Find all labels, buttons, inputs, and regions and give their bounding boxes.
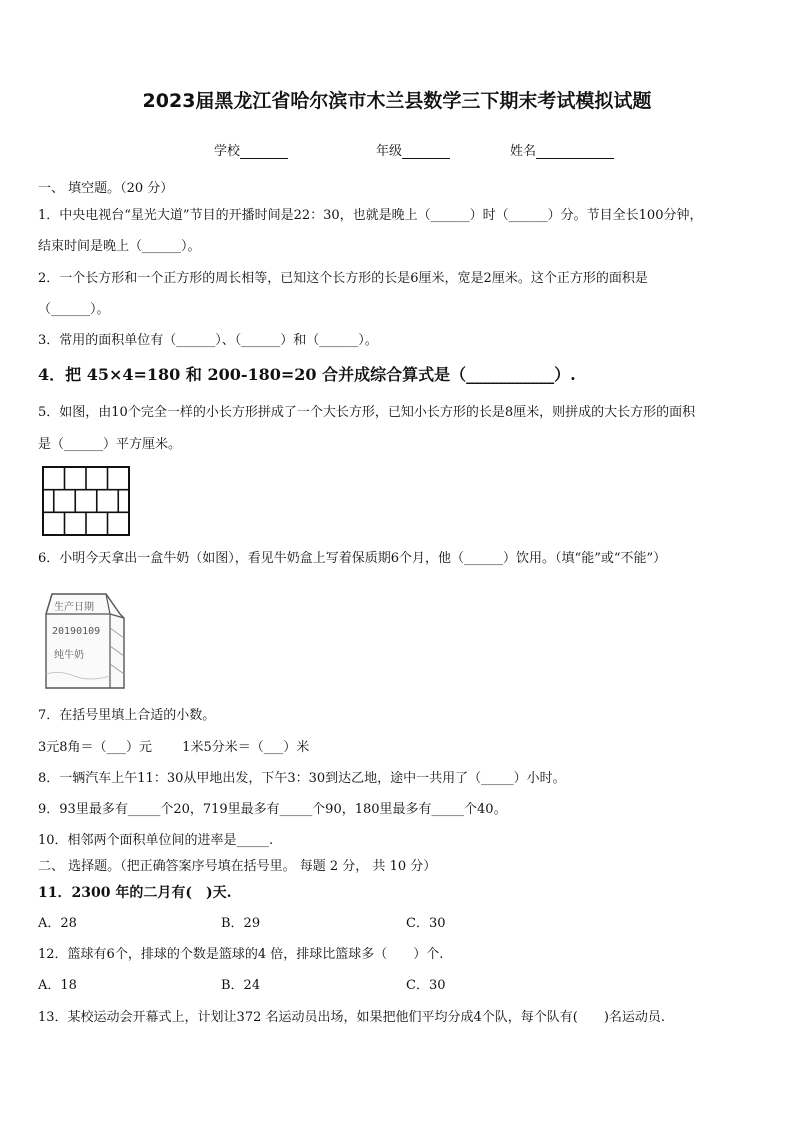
question-12-option-c[interactable]: C．30: [406, 978, 446, 993]
question-3: 3．常用的面积单位有（______）、（______）和（______）。: [38, 333, 378, 348]
name-blank[interactable]: [536, 144, 614, 159]
question-11-option-b[interactable]: B．29: [221, 916, 261, 931]
question-5-line-2: 是（______）平方厘米。: [38, 437, 182, 452]
grade-field: [376, 140, 450, 159]
question-11-option-c[interactable]: C．30: [406, 916, 446, 931]
milk-carton-icon: [40, 590, 130, 694]
question-7-items: 3元8角＝（___）元 1米5分米＝（___）米: [38, 740, 310, 755]
question-12-option-a[interactable]: A．18: [38, 978, 77, 993]
question-11-option-a[interactable]: A．28: [38, 916, 77, 931]
question-6: 6．小明今天拿出一盒牛奶（如图），看见牛奶盒上写着保质期6个月，他（______）饮用。（填“能”或“不能”）: [38, 551, 667, 566]
question-10: 10．相邻两个面积单位间的进率是_____.: [38, 833, 274, 848]
question-5-line-1: 5．如图，由10个完全一样的小长方形拼成了一个大长方形，已知小长方形的长是8厘米，则拼成的大长方形的面积: [38, 405, 696, 420]
milk-date-label: 生产日期: [54, 602, 94, 613]
question-4: 4．把 45×4=180 和 200-180=20 合并成综合算式是（___________）.: [38, 365, 576, 384]
rectangles-figure: [42, 466, 132, 538]
question-12-option-b[interactable]: B．24: [221, 978, 261, 993]
question-1-line-2: 结束时间是晚上（______）。: [38, 239, 201, 254]
question-2-line-2: （______）。: [38, 302, 110, 317]
exam-title: 2023届黑龙江省哈尔滨市木兰县数学三下期末考试模拟试题: [142, 90, 652, 112]
question-2-line-1: 2．一个长方形和一个正方形的周长相等，已知这个长方形的长是6厘米，宽是2厘米。这个正方形的面积是: [38, 271, 648, 286]
question-9: 9．93里最多有_____个20，719里最多有_____个90，180里最多有_____个40。: [38, 802, 507, 817]
section-1-heading: 一、 填空题。（20 分）: [38, 181, 174, 196]
question-12: 12．篮球有6个，排球的个数是篮球的4 倍，排球比篮球多（ ）个.: [38, 947, 444, 962]
name-field: [510, 140, 614, 159]
question-1-line-1: 1．中央电视台“星光大道”节目的开播时间是22：30，也就是晚上（______）时（______）分。节目全长100分钟，: [38, 208, 703, 223]
milk-date-number: 20190109: [52, 626, 101, 637]
question-8: 8．一辆汽车上午11：30从甲地出发，下午3：30到达乙地，途中一共用了（_____）小时。: [38, 771, 566, 786]
school-field: [214, 140, 288, 159]
name-label: 姓名: [510, 144, 537, 159]
milk-product-name: 纯牛奶: [54, 650, 84, 661]
grade-label: 年级: [376, 144, 403, 159]
question-11: 11．2300 年的二月有( )天.: [38, 885, 232, 901]
question-13: 13．某校运动会开幕式上，计划让372 名运动员出场，如果把他们平均分成4个队，每个队有( )名运动员.: [38, 1010, 666, 1025]
question-7: 7．在括号里填上合适的小数。: [38, 708, 216, 723]
school-blank[interactable]: [240, 144, 288, 159]
school-label: 学校: [214, 144, 241, 159]
grade-blank[interactable]: [402, 144, 450, 159]
section-2-heading: 二、 选择题。（把正确答案序号填在括号里。 每题 2 分， 共 10 分）: [38, 859, 437, 874]
